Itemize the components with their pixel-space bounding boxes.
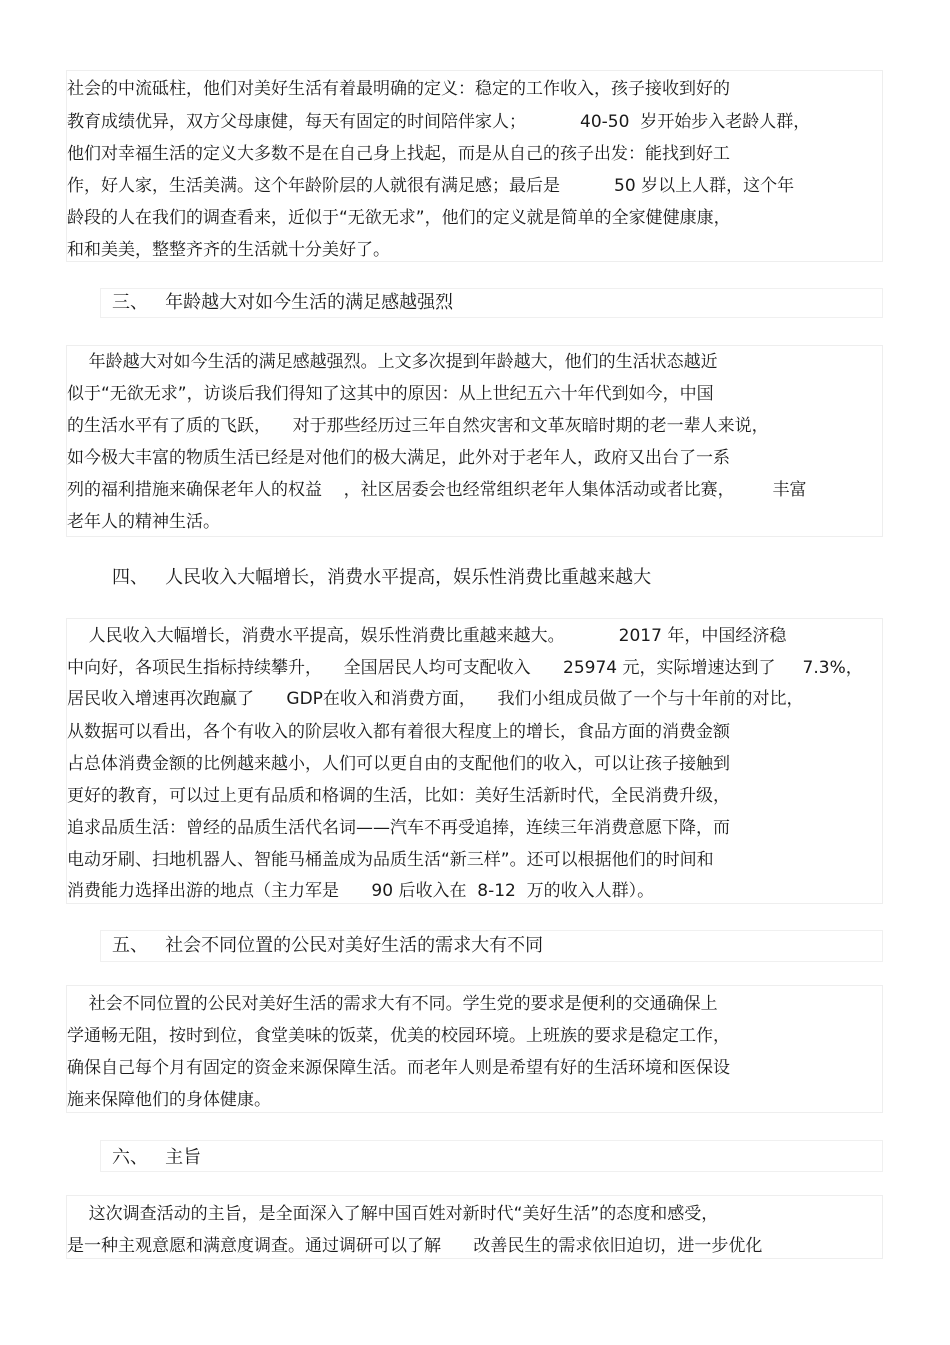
paragraph-line: 教育成绩优异，双方父母康健，每天有固定的时间陪伴家人； 40-50 岁开始步入老龄人群，: [67, 112, 811, 132]
paragraph-line: 如今极大丰富的物质生活已经是对他们的极大满足，此外对于老年人，政府又出台了一系: [67, 448, 730, 468]
paragraph-line: 追求品质生活：曾经的品质生活代名词——汽车不再受追捧，连续三年消费意愿下降，而: [67, 818, 730, 838]
paragraph-line: 施来保障他们的身体健康。: [67, 1090, 271, 1110]
paragraph-block-3: [66, 345, 883, 537]
paragraph-block-5: [66, 985, 883, 1113]
paragraph-line: 更好的教育，可以过上更有品质和格调的生活，比如：美好生活新时代，全民消费升级，: [67, 786, 730, 806]
paragraph-line: 的生活水平有了质的飞跃， 对于那些经历过三年自然灾害和文革灰暗时期的老一辈人来说，: [67, 416, 769, 436]
paragraph-line: 年龄越大对如今生活的满足感越强烈。上文多次提到年龄越大，他们的生活状态越近: [67, 352, 718, 372]
paragraph-line: 是一种主观意愿和满意度调查。通过调研可以了解 改善民生的需求依旧迫切，进一步优化: [67, 1236, 763, 1256]
paragraph-line: 电动牙刷、扫地机器人、智能马桶盖成为品质生活“新三样”。还可以根据他们的时间和: [67, 850, 714, 870]
paragraph-line: 老年人的精神生活。: [67, 512, 220, 532]
paragraph-line: 龄段的人在我们的调查看来，近似于“无欲无求”，他们的定义就是简单的全家健健康康，: [67, 208, 731, 228]
paragraph-line: 占总体消费金额的比例越来越小，人们可以更自由的支配他们的收入，可以让孩子接触到: [67, 754, 730, 774]
paragraph-line: 社会不同位置的公民对美好生活的需求大有不同。学生党的要求是便利的交通确保上: [67, 994, 718, 1014]
paragraph-block-6: [66, 1195, 883, 1259]
paragraph-line: 中向好，各项民生指标持续攀升， 全国居民人均可支配收入 25974 元，实际增速达到了 7.3%，: [67, 658, 863, 678]
paragraph-block-4: [66, 618, 883, 904]
section-heading-5: 五、 社会不同位置的公民对美好生活的需求大有不同: [112, 935, 544, 956]
paragraph-line: 从数据可以看出，各个有收入的阶层收入都有着很大程度上的增长，食品方面的消费金额: [67, 722, 730, 742]
section-heading-4: 四、 人民收入大幅增长，消费水平提高，娱乐性消费比重越来越大: [112, 567, 652, 588]
paragraph-line: 似于“无欲无求”，访谈后我们得知了这其中的原因：从上世纪五六十年代到如今，中国: [67, 384, 714, 404]
paragraph-line: 和和美美，整整齐齐的生活就十分美好了。: [67, 240, 390, 260]
section-heading-3: 三、 年龄越大对如今生活的满足感越强烈: [112, 292, 454, 313]
section-heading-6: 六、 主旨: [112, 1147, 202, 1168]
paragraph-block-top: [66, 70, 883, 262]
paragraph-line: 社会的中流砥柱，他们对美好生活有着最明确的定义：稳定的工作收入，孩子接收到好的: [67, 79, 730, 99]
paragraph-line: 消费能力选择出游的地点（主力军是 90 后收入在 8-12 万的收入人群）。: [67, 881, 655, 901]
paragraph-line: 作，好人家，生活美满。这个年龄阶层的人就很有满足感；最后是 50 岁以上人群，这个年: [67, 176, 795, 196]
paragraph-line: 学通畅无阻，按时到位，食堂美味的饭菜，优美的校园环境。上班族的要求是稳定工作，: [67, 1026, 730, 1046]
paragraph-line: 他们对幸福生活的定义大多数不是在自己身上找起，而是从自己的孩子出发：能找到好工: [67, 144, 730, 164]
paragraph-line: 确保自己每个月有固定的资金来源保障生活。而老年人则是希望有好的生活环境和医保设: [67, 1058, 730, 1078]
paragraph-line: 居民收入增速再次跑赢了 GDP在收入和消费方面， 我们小组成员做了一个与十年前的对比，: [67, 689, 804, 709]
paragraph-line: 列的福利措施来确保老年人的权益 ，社区居委会也经常组织老年人集体活动或者比赛， 丰富: [67, 480, 807, 500]
paragraph-line: 这次调查活动的主旨，是全面深入了解中国百姓对新时代“美好生活”的态度和感受，: [67, 1204, 719, 1224]
paragraph-line: 人民收入大幅增长，消费水平提高，娱乐性消费比重越来越大。 2017 年，中国经济稳: [67, 626, 787, 646]
section-heading-box: [100, 1140, 883, 1172]
